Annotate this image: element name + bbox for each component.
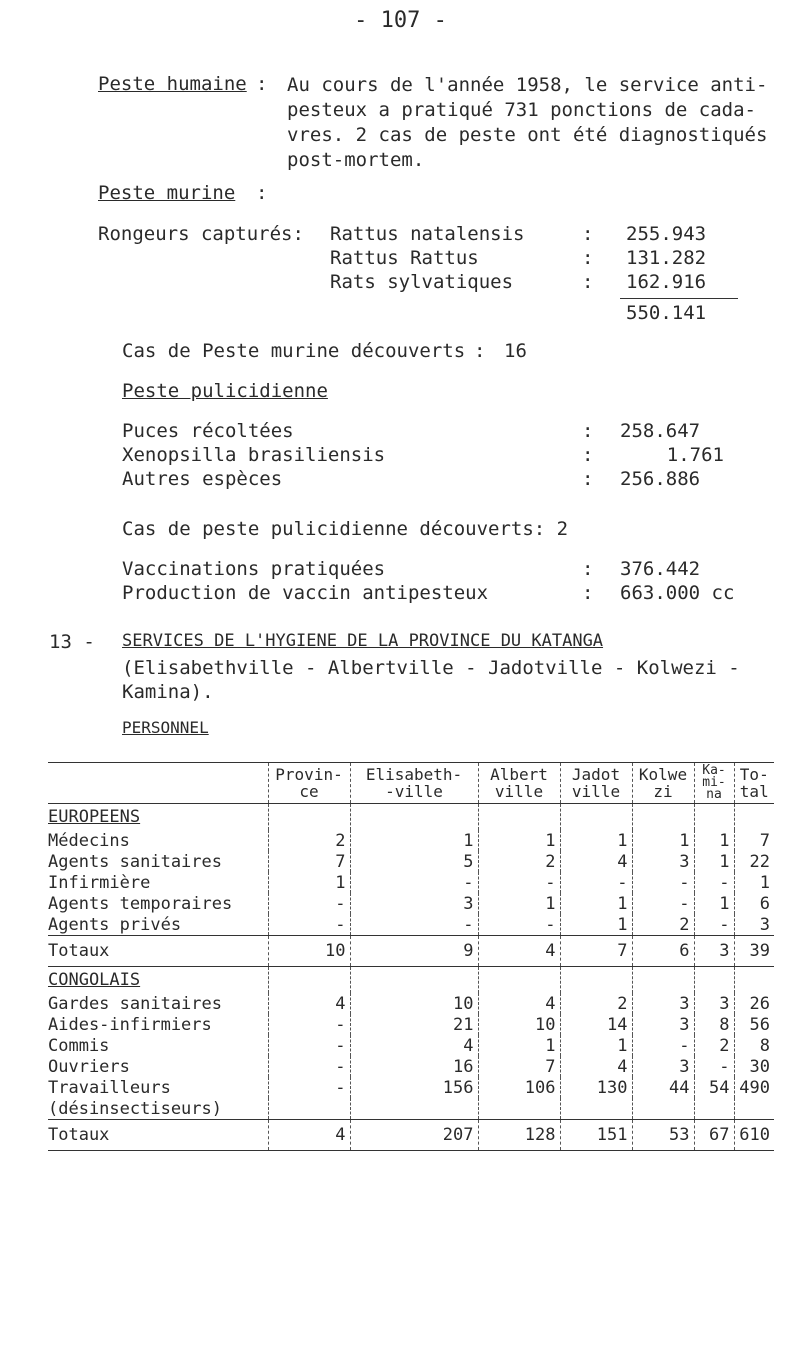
vaccinations-label: Vaccinations pratiquées: [122, 558, 386, 580]
table-cell: 1: [478, 830, 560, 851]
peste-humaine-line: pesteux a pratiqué 731 ponctions de cada-: [287, 99, 756, 121]
personnel-table: [48, 762, 774, 1151]
table-cell: 10: [478, 1014, 560, 1035]
table-cell: 1: [560, 893, 632, 914]
table-cell: 1: [560, 1035, 632, 1056]
colon: :: [582, 582, 594, 604]
row-label: Ouvriers: [48, 1056, 130, 1077]
table-cell: -: [694, 1056, 734, 1077]
table-row: [48, 851, 774, 872]
section-title: SERVICES DE L'HYGIENE DE LA PROVINCE DU KATANGA: [122, 631, 604, 651]
row-label: Médecins: [48, 830, 130, 851]
table-cell: 1: [268, 872, 350, 893]
table-cell: 5: [350, 851, 478, 872]
table-cell: 44: [632, 1077, 694, 1098]
table-cell: [694, 1098, 734, 1120]
table-cell: -: [632, 872, 694, 893]
table-row: [48, 893, 774, 914]
totals-row: [48, 936, 774, 967]
table-cell: [734, 1098, 774, 1120]
table-cell: 1: [694, 830, 734, 851]
cas-murine-label: Cas de Peste murine découverts: [122, 340, 466, 362]
peste-pulicidienne-heading: Peste pulicidienne: [122, 380, 328, 402]
table-cell: 1: [632, 830, 694, 851]
flea-value: 256.886: [620, 468, 701, 490]
table-cell: 2: [694, 1035, 734, 1056]
flea-label: Autres espèces: [122, 468, 283, 490]
total-cell: 4: [478, 936, 560, 967]
row-label: Travailleurs: [48, 1077, 171, 1098]
table-cell: 3: [632, 993, 694, 1014]
table-cell: 3: [632, 851, 694, 872]
table-cell: 3: [632, 1014, 694, 1035]
cas-pulicidienne-line: Cas de peste pulicidienne découverts: 2: [122, 518, 569, 540]
colon: :: [582, 468, 594, 490]
total-cell: 3: [694, 936, 734, 967]
rodent-label: Rattus natalensis: [330, 223, 525, 245]
table-cell: -: [350, 872, 478, 893]
column-header: Albert ville: [478, 763, 560, 804]
table-cell: 54: [694, 1077, 734, 1098]
vaccinations-value: 376.442: [620, 558, 701, 580]
table-cell: -: [268, 893, 350, 914]
table-cell: 490: [734, 1077, 774, 1098]
table-cell: 26: [734, 993, 774, 1014]
page-number: - 107 -: [354, 8, 447, 33]
table-row: [48, 1077, 774, 1098]
table-cell: [632, 1098, 694, 1120]
total-cell: 67: [694, 1120, 734, 1151]
table-row: [48, 830, 774, 851]
table-cell: 7: [268, 851, 350, 872]
row-label: Gardes sanitaires: [48, 993, 222, 1014]
table-cell: 10: [350, 993, 478, 1014]
table-cell: 2: [478, 851, 560, 872]
table-cell: 1: [694, 893, 734, 914]
total-cell: 4: [268, 1120, 350, 1151]
table-cell: -: [478, 872, 560, 893]
table-cell: 7: [478, 1056, 560, 1077]
table-cell: -: [268, 1077, 350, 1098]
table-cell: 4: [350, 1035, 478, 1056]
peste-humaine-line: vres. 2 cas de peste ont été diagnostiqués: [287, 124, 768, 146]
total-cell: 207: [350, 1120, 478, 1151]
total-cell: 6: [632, 936, 694, 967]
production-value: 663.000 cc: [620, 582, 735, 604]
table-row: [48, 1014, 774, 1035]
table-cell: 2: [632, 914, 694, 936]
section-title-europeens: EUROPEENS: [48, 807, 141, 827]
flea-label: Xenopsilla brasiliensis: [122, 444, 386, 466]
column-header: Ka- mi- na: [694, 763, 734, 804]
total-cell: 53: [632, 1120, 694, 1151]
table-cell: [350, 1098, 478, 1120]
total-cell: 610: [734, 1120, 774, 1151]
table-cell: [478, 1098, 560, 1120]
peste-humaine-line: Au cours de l'année 1958, le service anti-: [287, 74, 768, 96]
table-cell: 3: [350, 893, 478, 914]
table-cell: -: [694, 872, 734, 893]
table-cell: 106: [478, 1077, 560, 1098]
table-cell: 21: [350, 1014, 478, 1035]
table-cell: 4: [268, 993, 350, 1014]
table-cell: -: [268, 1014, 350, 1035]
table-cell: 16: [350, 1056, 478, 1077]
row-label: Commis: [48, 1035, 110, 1056]
table-cell: 7: [734, 830, 774, 851]
table-cell: 30: [734, 1056, 774, 1077]
table-cell: 6: [734, 893, 774, 914]
table-cell: 14: [560, 1014, 632, 1035]
table-cell: -: [268, 1035, 350, 1056]
peste-murine-colon: :: [256, 182, 268, 204]
table-header-row: [48, 763, 774, 804]
table-cell: -: [560, 872, 632, 893]
colon: :: [582, 223, 594, 245]
flea-value: 1.761: [666, 444, 724, 466]
table-row: [48, 1035, 774, 1056]
table-cell: -: [268, 1056, 350, 1077]
section-subtitle: Kamina).: [122, 681, 214, 703]
column-header: Jadot ville: [560, 763, 632, 804]
table-cell: 4: [478, 993, 560, 1014]
totals-label: Totaux: [48, 936, 268, 967]
peste-murine-heading: Peste murine: [98, 182, 236, 204]
personnel-heading: PERSONNEL: [122, 718, 209, 737]
rodent-total: 550.141: [626, 302, 707, 324]
table-cell: 8: [694, 1014, 734, 1035]
row-label: Agents privés: [48, 914, 182, 935]
table-cell: 1: [560, 830, 632, 851]
table-cell: 1: [478, 893, 560, 914]
peste-humaine-colon: :: [256, 73, 268, 95]
rongeurs-label: Rongeurs capturés:: [98, 223, 304, 245]
total-cell: 151: [560, 1120, 632, 1151]
flea-label: Puces récoltées: [122, 420, 294, 442]
table-cell: 1: [350, 830, 478, 851]
flea-value: 258.647: [620, 420, 701, 442]
table-cell: -: [632, 893, 694, 914]
table-cell: -: [694, 914, 734, 936]
peste-humaine-text: [287, 73, 767, 173]
table-cell: -: [350, 914, 478, 936]
column-header: To- tal: [734, 763, 774, 804]
colon: :: [582, 444, 594, 466]
section-subtitle: (Elisabethville - Albertville - Jadotville - Kolwezi -: [122, 657, 740, 679]
table-cell: 56: [734, 1014, 774, 1035]
table-row: [48, 1056, 774, 1077]
rodent-label: Rats sylvatiques: [330, 271, 514, 293]
colon: :: [582, 558, 594, 580]
table-cell: 3: [632, 1056, 694, 1077]
table-cell: 8: [734, 1035, 774, 1056]
row-label: Agents sanitaires: [48, 851, 222, 872]
section-title-congolais: CONGOLAIS: [48, 970, 141, 990]
column-header: Elisabeth- -ville: [350, 763, 478, 804]
table-cell: 1: [734, 872, 774, 893]
peste-humaine-line: post-mortem.: [287, 149, 425, 171]
totals-row: [48, 1120, 774, 1151]
table-row: [48, 914, 774, 936]
section-number: 13 -: [49, 631, 95, 653]
table-cell: 1: [478, 1035, 560, 1056]
table-cell: 2: [560, 993, 632, 1014]
section-row: [48, 967, 774, 994]
colon: :: [474, 340, 486, 362]
table-row: [48, 993, 774, 1014]
totals-label: Totaux: [48, 1120, 268, 1151]
table-row: [48, 872, 774, 893]
row-label: Aides-infirmiers: [48, 1014, 212, 1035]
section-row: [48, 804, 774, 831]
rodent-value: 131.282: [626, 247, 707, 269]
row-label: Agents temporaires: [48, 893, 233, 914]
table-cell: 22: [734, 851, 774, 872]
table-cell: -: [632, 1035, 694, 1056]
total-cell: 39: [734, 936, 774, 967]
table-cell: 1: [694, 851, 734, 872]
column-header: Kolwe zi: [632, 763, 694, 804]
cas-murine-value: 16: [504, 340, 527, 362]
rodent-value: 162.916: [626, 271, 707, 293]
rodent-label: Rattus Rattus: [330, 247, 479, 269]
colon: :: [582, 247, 594, 269]
table-cell: 4: [560, 1056, 632, 1077]
total-cell: 10: [268, 936, 350, 967]
table-cell: -: [478, 914, 560, 936]
peste-humaine-heading: Peste humaine: [98, 73, 247, 95]
table-cell: -: [268, 914, 350, 936]
colon: :: [582, 271, 594, 293]
table-cell: 130: [560, 1077, 632, 1098]
header-blank: [48, 763, 268, 804]
rodent-value: 255.943: [626, 223, 707, 245]
table-cell: [560, 1098, 632, 1120]
table-cell: [268, 1098, 350, 1120]
production-label: Production de vaccin antipesteux: [122, 582, 489, 604]
table-cell: 4: [560, 851, 632, 872]
colon: :: [582, 420, 594, 442]
row-label: Infirmière: [48, 872, 151, 893]
sum-rule: [620, 298, 738, 299]
total-cell: 7: [560, 936, 632, 967]
table-cell: 156: [350, 1077, 478, 1098]
column-header: Provin- ce: [268, 763, 350, 804]
table-row: [48, 1098, 774, 1120]
table-cell: 3: [734, 914, 774, 936]
table-cell: 3: [694, 993, 734, 1014]
table-cell: 1: [560, 914, 632, 936]
total-cell: 128: [478, 1120, 560, 1151]
row-label: (désinsectiseurs): [48, 1098, 222, 1119]
table-cell: 2: [268, 830, 350, 851]
total-cell: 9: [350, 936, 478, 967]
